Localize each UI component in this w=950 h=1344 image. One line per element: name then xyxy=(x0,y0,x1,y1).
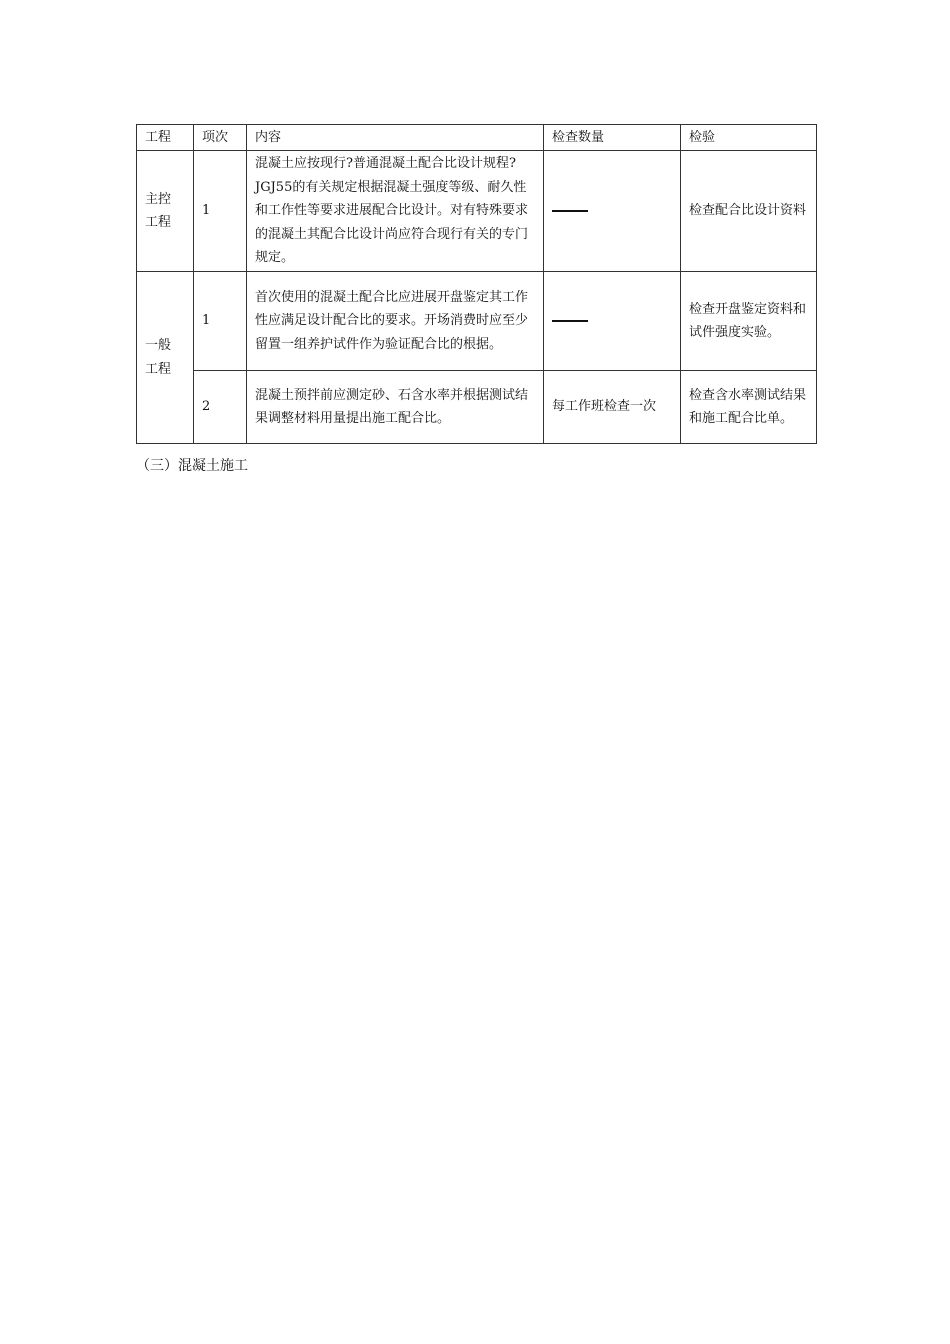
row-content: 首次使用的混凝土配合比应进展开盘鉴定其工作性应满足设计配合比的要求。开场消费时应至少留置一组养护试件作为验证配合比的根据。 xyxy=(247,272,544,371)
group-general xyxy=(137,272,194,444)
row-inspection: 检查开盘鉴定资料和试件强度实验。 xyxy=(681,272,817,371)
inspection-table xyxy=(136,124,817,444)
group-name-line: 主控 xyxy=(145,191,172,207)
table-row xyxy=(137,371,817,444)
header-quantity: 检查数量 xyxy=(544,125,681,151)
header-inspection: 检验 xyxy=(681,125,817,151)
row-quantity xyxy=(544,151,681,272)
row-index: 2 xyxy=(194,371,247,444)
row-content: 混凝土应按现行?普通混凝土配合比设计规程?JGJ55的有关规定根据混凝土强度等级、耐久性和工作性等要求进展配合比设计。对有特殊要求的混凝土其配合比设计尚应符合现行有关的专门规定。 xyxy=(247,151,544,272)
group-name-line: 工程 xyxy=(145,215,172,230)
group-name-line: 工程 xyxy=(145,361,172,377)
row-quantity xyxy=(544,272,681,371)
header-index: 项次 xyxy=(194,125,247,151)
row-quantity: 每工作班检查一次 xyxy=(544,371,681,444)
group-name-line: 一般 xyxy=(145,338,172,353)
header-content: 内容 xyxy=(247,125,544,151)
dash-mark xyxy=(552,210,588,212)
row-content: 混凝土预拌前应测定砂、石含水率并根据测试结果调整材料用量提出施工配合比。 xyxy=(247,371,544,444)
section-heading: （三）混凝土施工 xyxy=(136,458,248,474)
row-inspection: 检查含水率测试结果和施工配合比单。 xyxy=(681,371,817,444)
dash-mark xyxy=(552,320,588,322)
row-inspection: 检查配合比设计资料 xyxy=(681,151,817,272)
header-project: 工程 xyxy=(137,125,194,151)
table-row xyxy=(137,272,817,371)
table-row xyxy=(137,151,817,272)
table-header-row xyxy=(137,125,817,151)
row-index: 1 xyxy=(194,272,247,371)
group-main-control xyxy=(137,151,194,272)
row-index: 1 xyxy=(194,151,247,272)
